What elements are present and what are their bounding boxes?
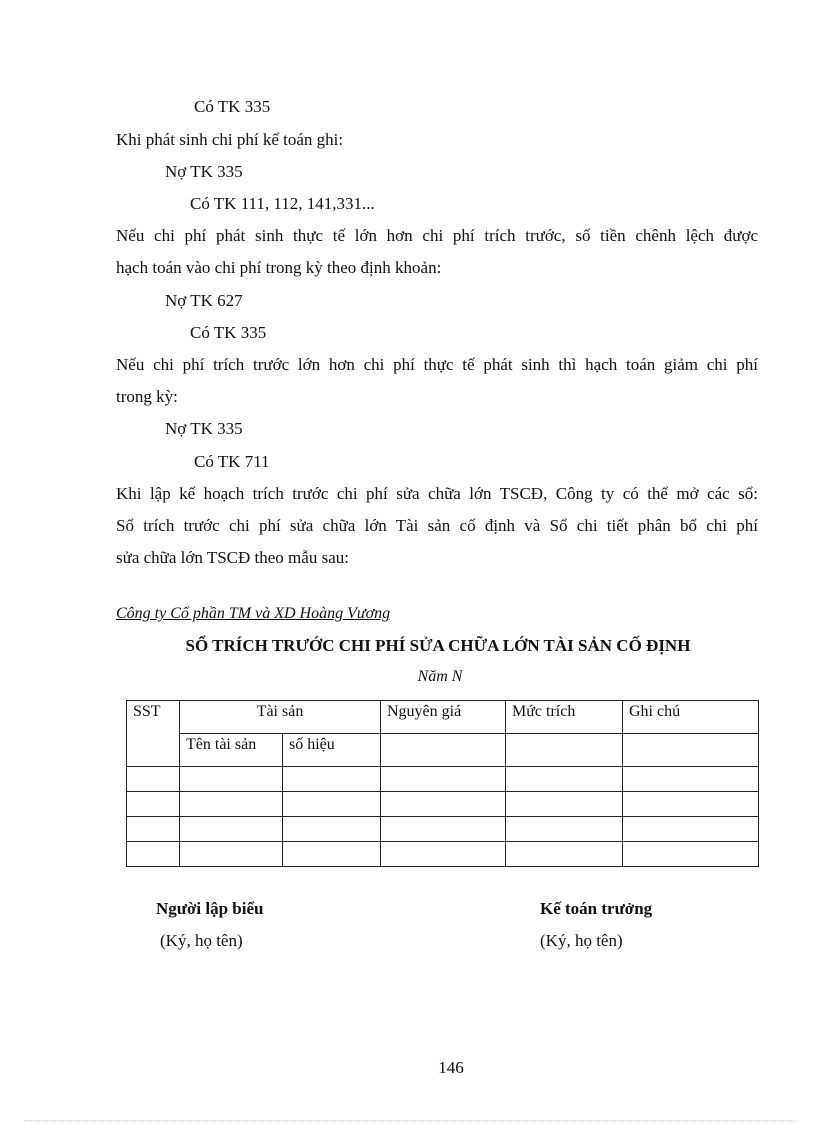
header-asset-code: số hiệu [283, 734, 381, 767]
form-subtitle: Năm N [417, 668, 463, 685]
table-header-row [127, 701, 759, 734]
entry-credit-111: Có TK 111, 112, 141,331... [190, 194, 375, 213]
cell-empty [623, 734, 759, 767]
table-row [127, 767, 759, 792]
header-original-cost: Nguyên giá [381, 701, 506, 734]
signature-preparer: Người lập biểu [156, 899, 264, 918]
header-asset: Tài sản [180, 701, 381, 734]
accrual-ledger-table [126, 700, 759, 867]
header-asset-name: Tên tài sản [180, 734, 283, 767]
cell-empty [506, 734, 623, 767]
paragraph-plan-line2: Sổ trích trước chi phí sửa chữa lớn Tài sản cố định và Sổ chi tiết phân bổ chi phí [116, 516, 758, 535]
footer-rule [24, 1120, 794, 1121]
form-title: SỔ TRÍCH TRƯỚC CHI PHÍ SỬA CHỮA LỚN TÀI SẢN CỐ ĐỊNH [185, 636, 691, 655]
paragraph-expense-incurred: Khi phát sinh chi phí kế toán ghi: [116, 130, 344, 149]
entry-debit-335-a: Nợ TK 335 [165, 162, 243, 181]
header-rate: Mức trích [506, 701, 623, 734]
signature-chief-accountant-note: (Ký, họ tên) [540, 931, 623, 950]
company-name: Công ty Cổ phần TM và XD Hoàng Vương [116, 605, 391, 622]
paragraph-plan-line1: Khi lập kế hoạch trích trước chi phí sửa chữa lớn TSCĐ, Công ty có thể mở các sổ: [116, 484, 758, 503]
table-row [127, 792, 759, 817]
table-subheader-row [127, 734, 759, 767]
signature-preparer-note: (Ký, họ tên) [160, 931, 243, 950]
paragraph-actual-greater-line1: Nếu chi phí phát sinh thực tế lớn hơn chi phí trích trước, số tiền chênh lệch được [116, 226, 758, 245]
signature-chief-accountant: Kế toán trưởng [540, 899, 653, 918]
entry-credit-335-a: Có TK 335 [194, 97, 271, 116]
paragraph-actual-greater-line2: hạch toán vào chi phí trong kỳ theo định khoản: [116, 258, 442, 277]
table-row [127, 842, 759, 867]
header-note: Ghi chú [623, 701, 759, 734]
header-sst: SST [127, 701, 180, 767]
entry-debit-627: Nợ TK 627 [165, 291, 243, 310]
page-number: 146 [438, 1058, 464, 1077]
paragraph-accrual-greater-line2: trong kỳ: [116, 387, 178, 406]
table-row [127, 817, 759, 842]
entry-credit-711: Có TK 711 [194, 452, 270, 471]
cell-empty [381, 734, 506, 767]
entry-credit-335-b: Có TK 335 [190, 323, 267, 342]
entry-debit-335-b: Nợ TK 335 [165, 419, 243, 438]
paragraph-plan-line3: sửa chữa lớn TSCĐ theo mẫu sau: [116, 548, 349, 567]
paragraph-accrual-greater-line1: Nếu chi phí trích trước lớn hơn chi phí thực tế phát sinh thì hạch toán giảm chi phí [116, 355, 758, 374]
